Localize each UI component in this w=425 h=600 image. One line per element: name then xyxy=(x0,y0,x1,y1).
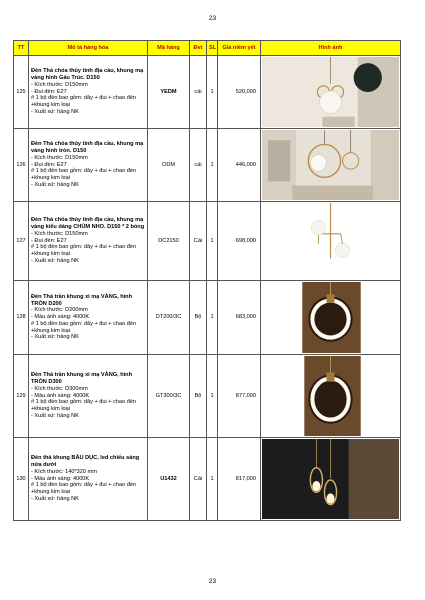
spec-line: - Xuất xứ: hàng NK xyxy=(31,334,79,341)
spec-line: - Kích thước: D150mm xyxy=(31,81,88,88)
header-image: Hình ảnh xyxy=(261,41,401,56)
header-description: Mô tả hàng hóa xyxy=(29,41,148,56)
quantity: 1 xyxy=(207,129,218,202)
row-number: 128 xyxy=(14,281,29,355)
unit: Bộ xyxy=(190,355,207,438)
product-image-cell xyxy=(261,355,401,438)
spec-line: - Đui đèn: E27 xyxy=(31,161,67,168)
table-row xyxy=(14,129,401,202)
price: 698,000 xyxy=(218,202,261,281)
spec-line: - Màu ánh sáng: 4000K xyxy=(31,314,90,321)
quantity: 1 xyxy=(207,202,218,281)
spec-line: - Kích thước: D150mm xyxy=(31,230,88,237)
table-row xyxy=(14,355,401,438)
spec-line: # 1 bộ đèn bao gồm: dây + đui + chao đèn +khung kim loại xyxy=(31,244,137,258)
price: 520,000 xyxy=(218,56,261,129)
spec-line: - Xuất xứ: hàng NK xyxy=(31,412,79,419)
product-image-cell xyxy=(261,202,401,281)
product-title: Đèn Thả chóa thủy tinh địa cầu, khung mạ vàng kiểu dáng CHÙM NHO. D150 * 2 bóng xyxy=(31,217,145,230)
unit: cái xyxy=(190,56,207,129)
table-row xyxy=(14,202,401,281)
header-tt: TT xyxy=(14,41,29,56)
row-number: 127 xyxy=(14,202,29,281)
product-image-cell xyxy=(261,438,401,521)
price: 446,000 xyxy=(218,129,261,202)
product-code: DC2150 xyxy=(148,202,190,281)
double-globe-pendant-photo xyxy=(262,203,399,279)
product-image-cell xyxy=(261,129,401,202)
oval-led-pendant-photo xyxy=(262,439,399,519)
spec-line: - Xuất xứ: hàng NK xyxy=(31,257,79,264)
quantity: 1 xyxy=(207,355,218,438)
product-code: YEDM xyxy=(148,56,190,129)
row-description xyxy=(29,129,148,202)
spec-line: - Xuất xứ: hàng NK xyxy=(31,108,79,115)
spec-line: - Xuất xứ: hàng NK xyxy=(31,495,79,502)
row-description xyxy=(29,281,148,355)
row-description xyxy=(29,355,148,438)
product-code: DT200/3C xyxy=(148,281,190,355)
product-title: Đèn Thả chóa thủy tinh địa cầu, khung mạ vàng hình tròn. D150 xyxy=(31,141,144,154)
page-number-top: 23 xyxy=(208,15,217,22)
page-number-bottom: 23 xyxy=(208,578,217,585)
price: 683,000 xyxy=(218,281,261,355)
spec-line: - Kích thước: 140*320 mm xyxy=(31,468,97,475)
unit: cái xyxy=(190,129,207,202)
header-row xyxy=(14,41,401,56)
spec-line: # 1 bộ đèn bao gồm: dây + đui + chao đèn +khung kim loại xyxy=(31,482,137,496)
unit: Bộ xyxy=(190,281,207,355)
row-description xyxy=(29,56,148,129)
product-code: ODM xyxy=(148,129,190,202)
spec-line: - Màu ánh sáng: 4000K xyxy=(31,392,90,399)
header-code: Mã hàng xyxy=(148,41,190,56)
table-row xyxy=(14,281,401,355)
row-number: 129 xyxy=(14,355,29,438)
quantity: 1 xyxy=(207,281,218,355)
quantity: 1 xyxy=(207,56,218,129)
price: 877,000 xyxy=(218,355,261,438)
product-title: Đèn thả khung BẦU DỤC, led chiếu sáng nửa dưới xyxy=(31,455,140,468)
spec-line: # 1 bộ đèn bao gồm: dây + đui + chao đèn +khung kim loại xyxy=(31,95,137,109)
spec-line: - Đui đèn: E27 xyxy=(31,88,67,95)
spec-line: - Đui đèn: E27 xyxy=(31,237,67,244)
row-number: 130 xyxy=(14,438,29,521)
row-description xyxy=(29,438,148,521)
header-unit: Đvt xyxy=(190,41,207,56)
product-code: GT300/3C xyxy=(148,355,190,438)
row-number: 125 xyxy=(14,56,29,129)
table-row xyxy=(14,438,401,521)
product-image-cell xyxy=(261,281,401,355)
product-title: Đèn Thả chóa thủy tinh địa cầu, khung mạ vàng hình Gấu Trúc. D150 xyxy=(31,68,144,81)
product-code: U1432 xyxy=(148,438,190,521)
led-ring-pendant-photo xyxy=(262,282,399,353)
spec-line: - Kích thước: D200mm xyxy=(31,307,88,314)
spec-line: - Xuất xứ: hàng NK xyxy=(31,181,79,188)
row-number: 126 xyxy=(14,129,29,202)
unit: Cái xyxy=(190,438,207,521)
table-row xyxy=(14,56,401,129)
spec-line: - Màu ánh sáng: 4000K xyxy=(31,475,90,482)
spec-line: - Kích thước: D150mm xyxy=(31,154,88,161)
price: 817,000 xyxy=(218,438,261,521)
unit: Cái xyxy=(190,202,207,281)
ring-pendant-lamp-photo xyxy=(262,130,399,200)
led-ring-pendant-photo xyxy=(262,356,399,436)
product-title: Đèn Thả trần khung xi mạ VÀNG, hình TRÒN D300 xyxy=(31,372,133,385)
product-image-cell xyxy=(261,56,401,129)
header-price: Giá niêm yết xyxy=(218,41,261,56)
panda-pendant-lamp-photo xyxy=(262,57,399,127)
product-title: Đèn Thả trần khung xi mạ VÀNG, hình TRÒN D200 xyxy=(31,293,133,307)
product-table xyxy=(13,40,401,521)
spec-line: - Kích thước: D300mm xyxy=(31,385,88,392)
spec-line: # 1 bộ đèn bao gồm: dây + đui + chao đèn +khung kim loại xyxy=(31,168,137,182)
quantity: 1 xyxy=(207,438,218,521)
spec-line: # 1 bộ đèn bao gồm: dây + đui + chao đèn +khung kim loại xyxy=(31,320,137,334)
header-qty: SL xyxy=(207,41,218,56)
spec-line: # 1 bộ đèn bao gồm: dây + đui + chao đèn +khung kim loại xyxy=(31,399,137,413)
row-description xyxy=(29,202,148,281)
